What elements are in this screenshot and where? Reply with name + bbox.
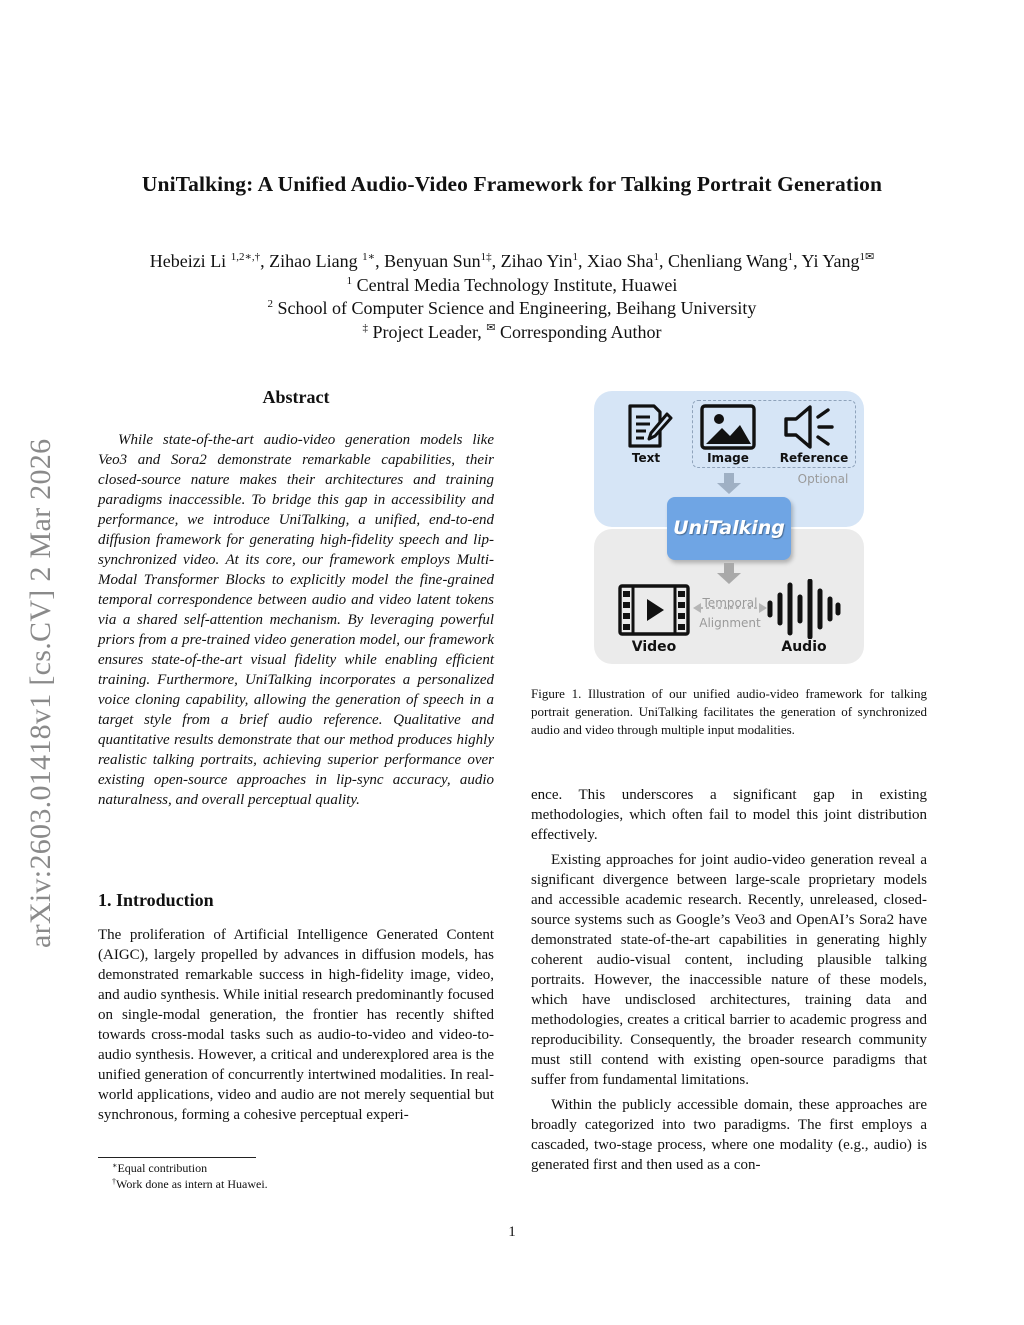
unitalking-model-label: UniTalking (673, 517, 785, 539)
section-heading-introduction: 1. Introduction (98, 890, 214, 910)
author-affiliation-mark: 1,2∗,† (230, 251, 261, 263)
temporal-label: Temporal (702, 596, 758, 610)
author-name: Zihao Yin (500, 251, 573, 271)
author-affiliation-mark: 1 (787, 251, 794, 263)
paragraph: The proliferation of Artificial Intelligence Generated Content (AIGC), largely propelled by advances in diffusion models, has demonstrated remarkable success in high-fidelity image, video, and audio synthesis. While initial research predominantly focused on single-modal generation, the frontier has recently shifted towards cross-modal tasks such as audio-to-video and video-to-audio synthesis. However, a critical and underexplored area is the unified generation of concurrently intertwined modalities. In real-world applications, video and audio are not merely sequential but synchronous, forming a cohesive perceptual experi- (98, 927, 494, 1123)
author-notes: ‡ Project Leader, ✉ Corresponding Author (362, 321, 662, 342)
arxiv-identifier (14, 378, 70, 948)
author-name: Hebeizi Li (149, 251, 227, 271)
abstract-paragraph: While state-of-the-art audio-video generation models like Veo3 and Sora2 demonstrate remarkable capabilities, their closed-source nature makes their architectures and training paradigms inaccessible. To bridge this gap in accessibility and performance, we introduce UniTalking, a unified, end-to-end diffusion framework for generating high-fidelity speech and lip-synchronized video. At its core, our framework employs Multi-Modal Transformer Blocks to explicitly model the fine-grained temporal correspondence between audio and video latent tokens via a shared self-attention mechanism. By leveraging powerful priors from a pre-trained video generation model, our framework ensures state-of-the-art visual fidelity while enabling efficient training. Furthermore, UniTalking incorporates a personalized voice cloning capability, allowing the generation of speech in a target style from a brief audio reference. Qualitative and quantitative results demonstrate that our method produces highly realistic talking portraits, achieving superior performance over existing open-source approaches in lip-sync accuracy, audio naturalness, and overall perceptual quality. (98, 432, 494, 808)
abstract-heading: Abstract (262, 387, 330, 407)
right-column-body (531, 785, 927, 1180)
author-name: Yi Yang (801, 251, 860, 271)
author-affiliation-mark: 1 (653, 251, 659, 263)
paper-title: UniTalking: A Unified Audio-Video Framework for Talking Portrait Generation (141, 172, 883, 196)
affiliation-1: $^1$ Central Media Technology Institute, Huawei (346, 274, 678, 295)
author-name: Xiao Sha (586, 251, 654, 271)
arxiv-identifier-text[interactable]: arXiv:2603.01418v1 [cs.CV] 2 Mar 2026 (24, 438, 57, 948)
figure-1-caption: Figure 1. Illustration of our unified audio-video framework for talking portrait generation. UniTalking facilitates the generation of synchronized audio and video through multiple input modalities. (531, 686, 927, 737)
text-document-icon (624, 402, 674, 452)
text-input-label: Text (631, 451, 661, 465)
image-input-label: Image (707, 451, 749, 465)
footnotes (112, 1160, 268, 1192)
affiliation-2: $^2$ School of Computer Science and Engineering, Beihang University (267, 298, 757, 318)
figure-1-diagram (594, 391, 864, 664)
arrow-down-icon (716, 473, 742, 495)
author-block (0, 250, 1024, 344)
reference-input-label: Reference (779, 451, 849, 465)
author-affiliation-mark: 1✉ (859, 251, 875, 263)
abstract-body (98, 430, 494, 810)
author-name: Chenliang Wang (667, 251, 788, 271)
speaker-icon (782, 403, 840, 451)
image-icon (700, 404, 756, 450)
alignment-label: Alignment (699, 616, 761, 630)
paragraph: Existing approaches for joint audio-video generation reveal a significant divergence between large-scale proprietary models and accessible academic research. Recently, unreleased, closed-source systems such as Google’s Veo3 and OpenAI’s Sora2 have demonstrated state-of-the-art capabilities in generating highly coherent audio-visual content, including plausible talking portraits. However, the inaccessible nature of these models, which have undisclosed architectures, training data and methodologies, creates a critical barrier to academic progress and reproducibility. Consequently, the broader research community must still contend with existing open-source paradigms that suffer from fundamental limitations. (531, 852, 927, 1088)
author-affiliation-mark: 1 (572, 251, 578, 263)
audio-waveform-icon (766, 579, 842, 639)
footnote-divider (98, 1157, 256, 1158)
optional-label: Optional (797, 472, 849, 486)
audio-output-label: Audio (781, 639, 827, 655)
video-output-label: Video (631, 639, 677, 655)
arrow-down-icon (716, 563, 742, 585)
paragraph: ence. This underscores a significant gap in existing methodologies, which often fail to model this joint distribution effectively. (531, 787, 927, 843)
author-list: Hebeizi Li $^{1,2∗,\dagger}$, Zihao Liang $^{1∗}$, Benyuan Sun$^{1\ddagger}$, Zihao Yin$^1$, Xiao Sha$^1$, Chenliang Wang$^1$, Yi Yang$^{1✉}$ (149, 251, 875, 271)
author-affiliation-mark: 1‡ (480, 251, 492, 263)
author-name: Benyuan Sun (384, 251, 481, 271)
page-number: 1 (508, 1224, 516, 1240)
author-name: Zihao Liang (269, 251, 358, 271)
paragraph: Within the publicly accessible domain, these approaches are broadly categorized into two paradigms. The first employs a cascaded, two-stage process, where one modality (e.g., audio) is generated first and then used as a con- (531, 1097, 927, 1173)
author-affiliation-mark: 1∗ (362, 251, 376, 263)
footnote-equal-contribution: ∗Equal contribution (112, 1161, 208, 1175)
footnote-intern: †Work done as intern at Huawei. (112, 1177, 268, 1191)
introduction-body (98, 925, 494, 1125)
video-film-icon (618, 584, 690, 636)
